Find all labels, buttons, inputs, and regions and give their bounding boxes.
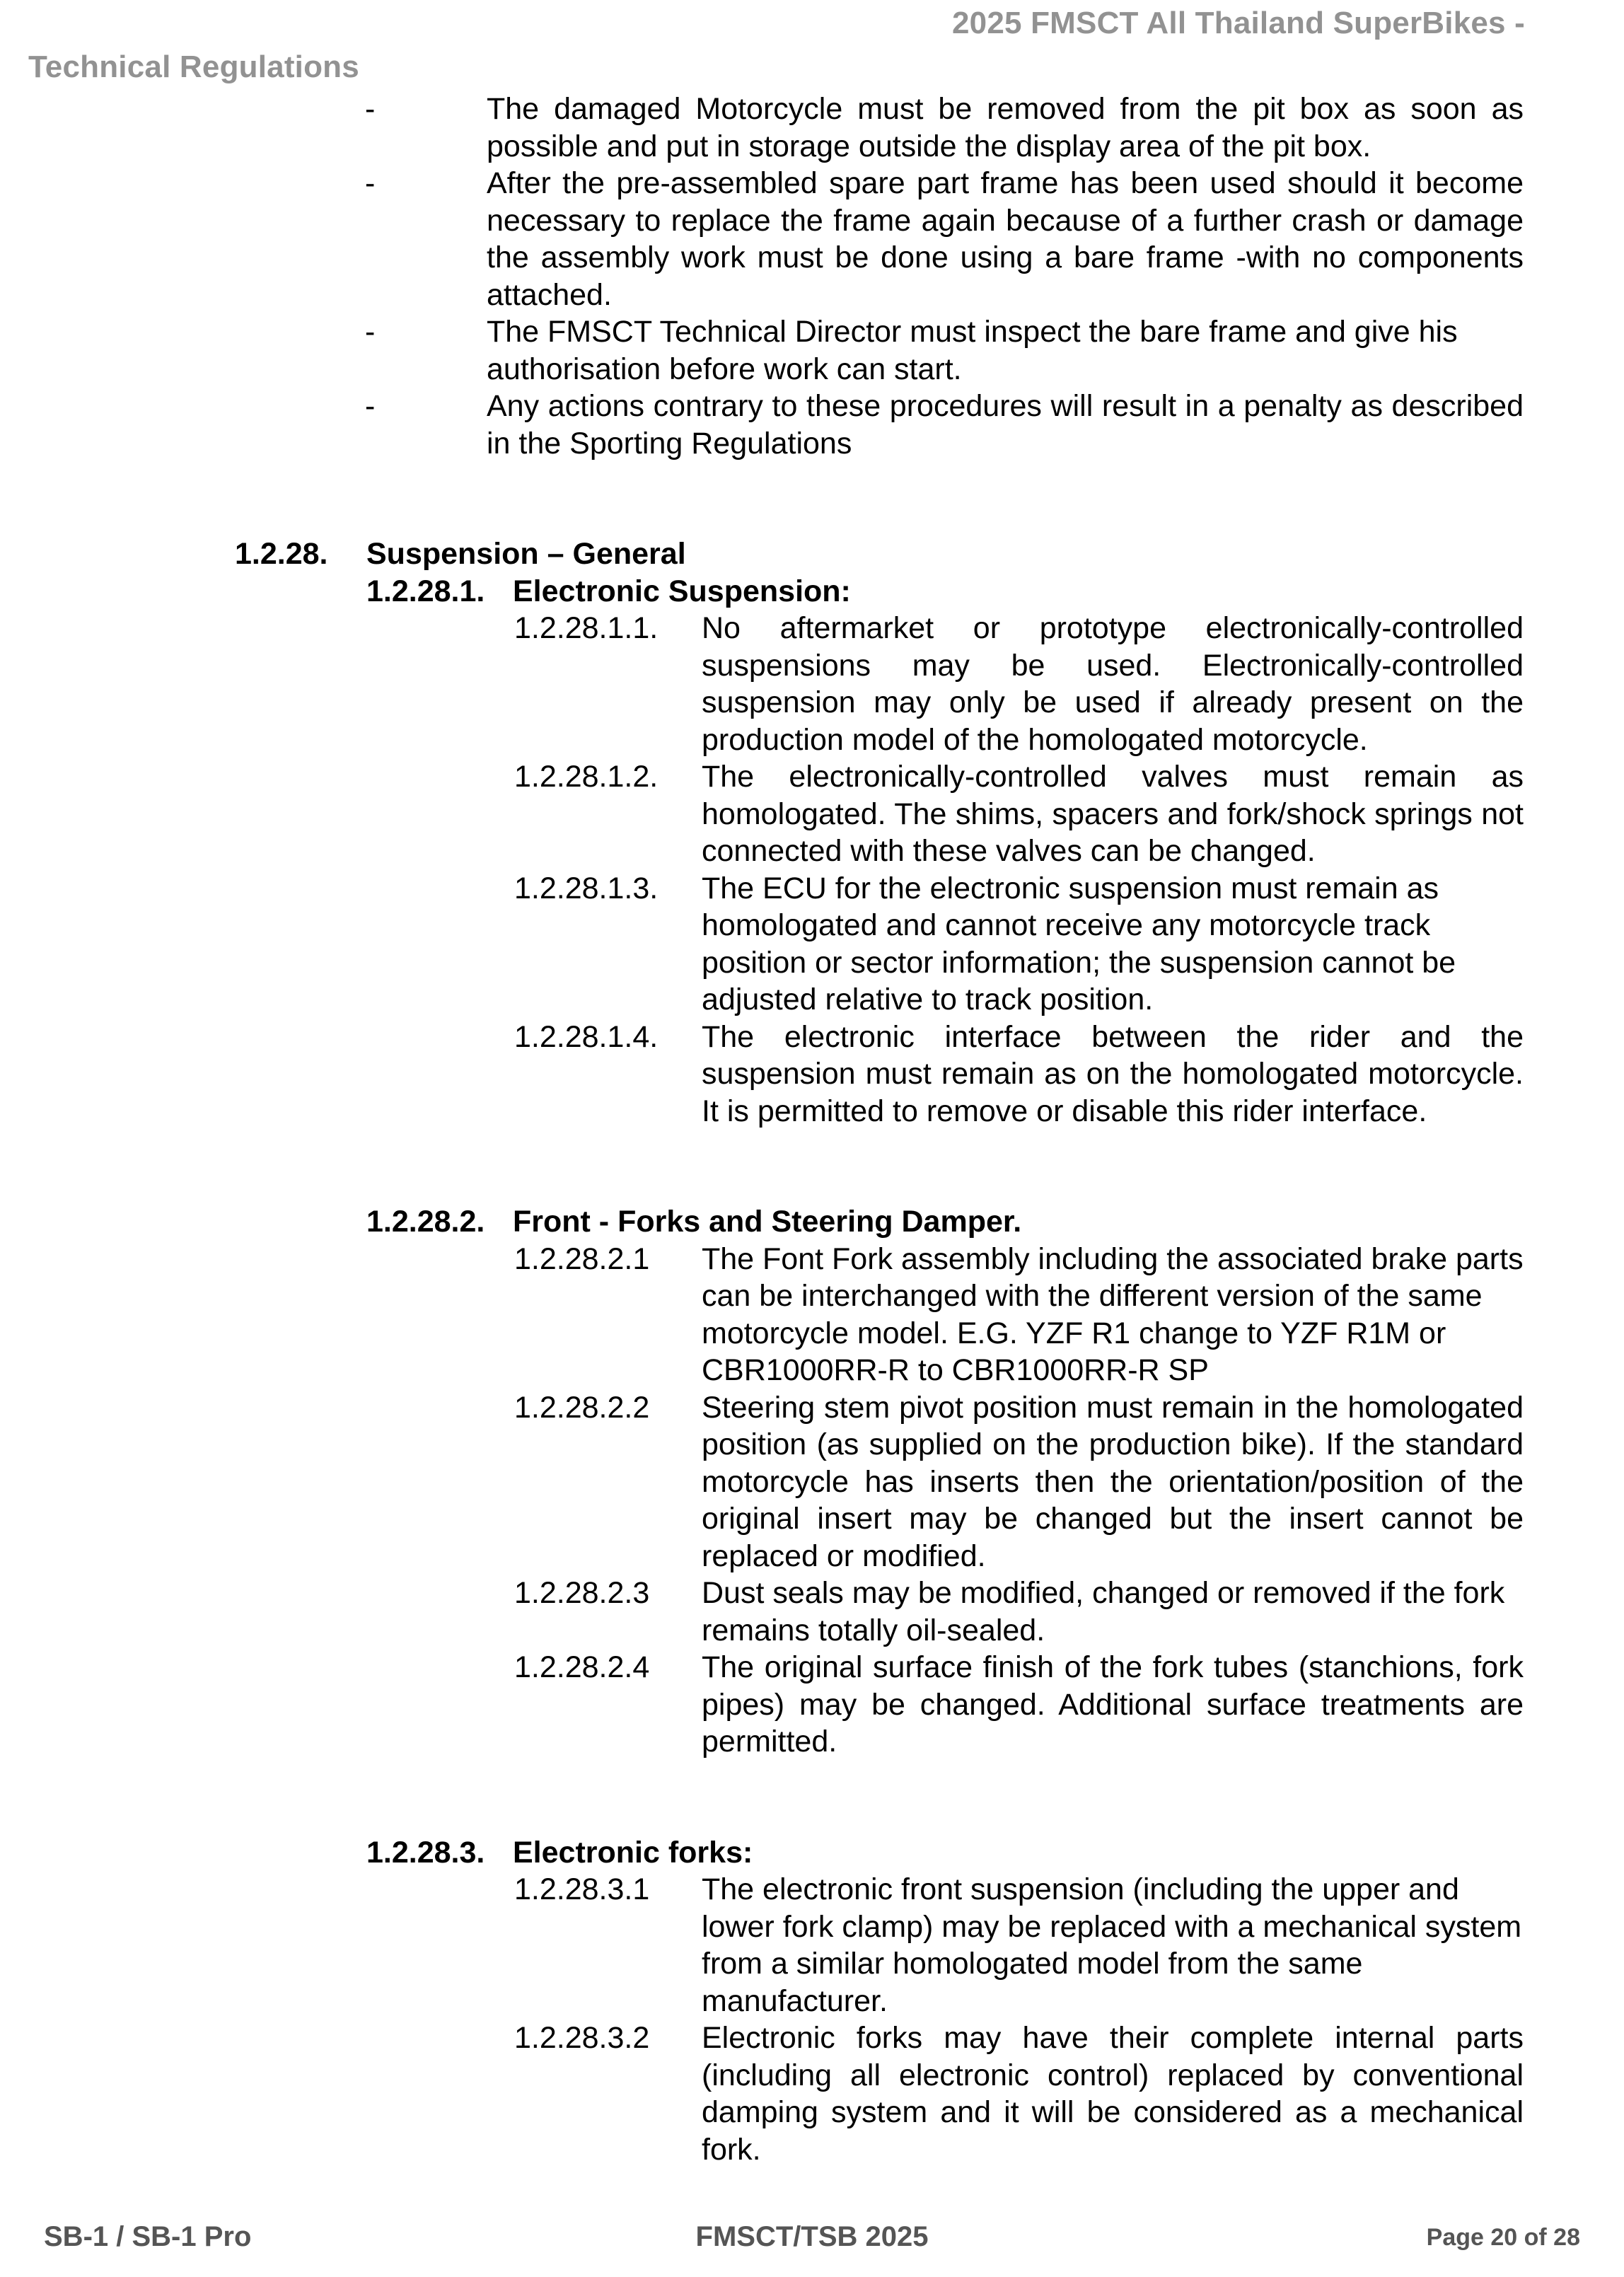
section-title: Electronic forks: — [513, 1835, 753, 1870]
section-spacer — [0, 1130, 1624, 1203]
clause-text: No aftermarket or prototype electronically-controlled suspensions may be used. Electronically-controlled suspension may only be used if already present on the production model of the homologated motorcycle. — [702, 611, 1524, 757]
list-item-text: The FMSCT Technical Director must inspect the bare frame and give his authorisation before work can start. — [487, 315, 1458, 386]
clause-number: 1.2.28.2.4 — [514, 1650, 650, 1684]
clause-number: 1.2.28.3.1 — [514, 1872, 650, 1906]
section-number: 1.2.28.3. — [366, 1835, 485, 1870]
clause-number: 1.2.28.1.1. — [514, 611, 659, 645]
clause-text: The electronic interface between the rider and the suspension must remain as on the homologated motorcycle. It is permitted to remove or disable this rider interface. — [702, 1019, 1524, 1128]
clause — [0, 1019, 1624, 1130]
section-heading-1-2-28 — [0, 535, 1624, 573]
list-item — [0, 91, 1624, 165]
section-number: 1.2.28. — [235, 537, 328, 571]
clause-number: 1.2.28.1.3. — [514, 871, 659, 905]
clause — [0, 610, 1624, 758]
page-body — [0, 91, 1624, 2168]
header-title-line-2: Technical Regulations — [28, 50, 359, 84]
section-spacer — [0, 462, 1624, 535]
clause-number: 1.2.28.2.3 — [514, 1576, 650, 1610]
section-spacer — [0, 1761, 1624, 1834]
clause — [0, 2020, 1624, 2168]
footer-page-number: Page 20 of 28 — [1426, 2224, 1580, 2251]
dash-bullet-icon: - — [365, 166, 376, 200]
section-title: Front - Forks and Steering Damper. — [513, 1205, 1022, 1239]
clause — [0, 1389, 1624, 1575]
list-item — [0, 313, 1624, 388]
footer-class-label: SB-1 / SB-1 Pro — [44, 2221, 252, 2252]
clause — [0, 1575, 1624, 1649]
clause-text: The original surface finish of the fork tubes (stanchions, fork pipes) may be changed. Additional surface treatments are permitted. — [702, 1650, 1524, 1759]
header-title-line-1: 2025 FMSCT All Thailand SuperBikes - — [952, 6, 1525, 40]
clause-text: Steering stem pivot position must remain in the homologated position (as supplied on the production bike). If the standard motorcycle has inserts then the orientation/position of the original insert may be changed but the insert cannot be replaced or modified. — [702, 1390, 1524, 1573]
section-title: Suspension – General — [366, 537, 686, 571]
clause — [0, 1649, 1624, 1761]
clause — [0, 1871, 1624, 2020]
dash-bullet-icon: - — [365, 92, 376, 126]
section-heading-1-2-28-2 — [0, 1203, 1624, 1241]
clause-text: Electronic forks may have their complete internal parts (including all electronic control) replaced by conventional damping system and it will be considered as a mechanical fork. — [702, 2021, 1524, 2167]
list-item-text: Any actions contrary to these procedures will result in a penalty as described in the Sporting Regulations — [487, 389, 1524, 460]
clause-text: The electronic front suspension (including the upper and lower fork clamp) may be replaced with a mechanical system from a similar homologated model from the same manufacturer. — [702, 1872, 1522, 2018]
clause — [0, 1241, 1624, 1389]
clause — [0, 758, 1624, 870]
clause-text: The electronically-controlled valves must remain as homologated. The shims, spacers and fork/shock springs not connected with these valves can be changed. — [702, 760, 1524, 868]
list-item — [0, 388, 1624, 462]
list-item-text: The damaged Motorcycle must be removed from the pit box as soon as possible and put in storage outside the display area of the pit box. — [487, 92, 1524, 163]
page-header — [0, 0, 1624, 99]
bullet-list — [0, 91, 1624, 462]
section-heading-1-2-28-3 — [0, 1834, 1624, 1872]
clause — [0, 870, 1624, 1019]
clause-number: 1.2.28.1.4. — [514, 1019, 659, 1054]
clause-number: 1.2.28.3.2 — [514, 2021, 650, 2055]
list-item — [0, 165, 1624, 313]
clause-number: 1.2.28.1.2. — [514, 760, 659, 794]
dash-bullet-icon: - — [365, 315, 376, 349]
section-number: 1.2.28.2. — [366, 1205, 485, 1239]
dash-bullet-icon: - — [365, 389, 376, 423]
clause-text: The ECU for the electronic suspension must remain as homologated and cannot receive any motorcycle track position or sector information; the suspension cannot be adjusted relative to track position. — [702, 871, 1456, 1016]
footer-document-label: FMSCT/TSB 2025 — [695, 2221, 929, 2252]
section-heading-1-2-28-1 — [0, 573, 1624, 610]
clause-number: 1.2.28.2.1 — [514, 1241, 650, 1276]
clause-text: Dust seals may be modified, changed or removed if the fork remains totally oil-sealed. — [702, 1576, 1505, 1647]
section-title: Electronic Suspension: — [513, 574, 851, 608]
clause-text: The Font Fork assembly including the associated brake parts can be interchanged with the different version of the same motorcycle model. E.G. YZF R1 change to YZF R1M or CBR1000RR-R to CBR1000RR-R SP — [702, 1241, 1524, 1387]
clause-number: 1.2.28.2.2 — [514, 1390, 650, 1425]
page-footer — [0, 2221, 1624, 2277]
list-item-text: After the pre-assembled spare part frame has been used should it become necessary to replace the frame again because of a further crash or damage the assembly work must be done using a bare frame -with no components attached. — [487, 166, 1524, 312]
section-number: 1.2.28.1. — [366, 574, 485, 608]
